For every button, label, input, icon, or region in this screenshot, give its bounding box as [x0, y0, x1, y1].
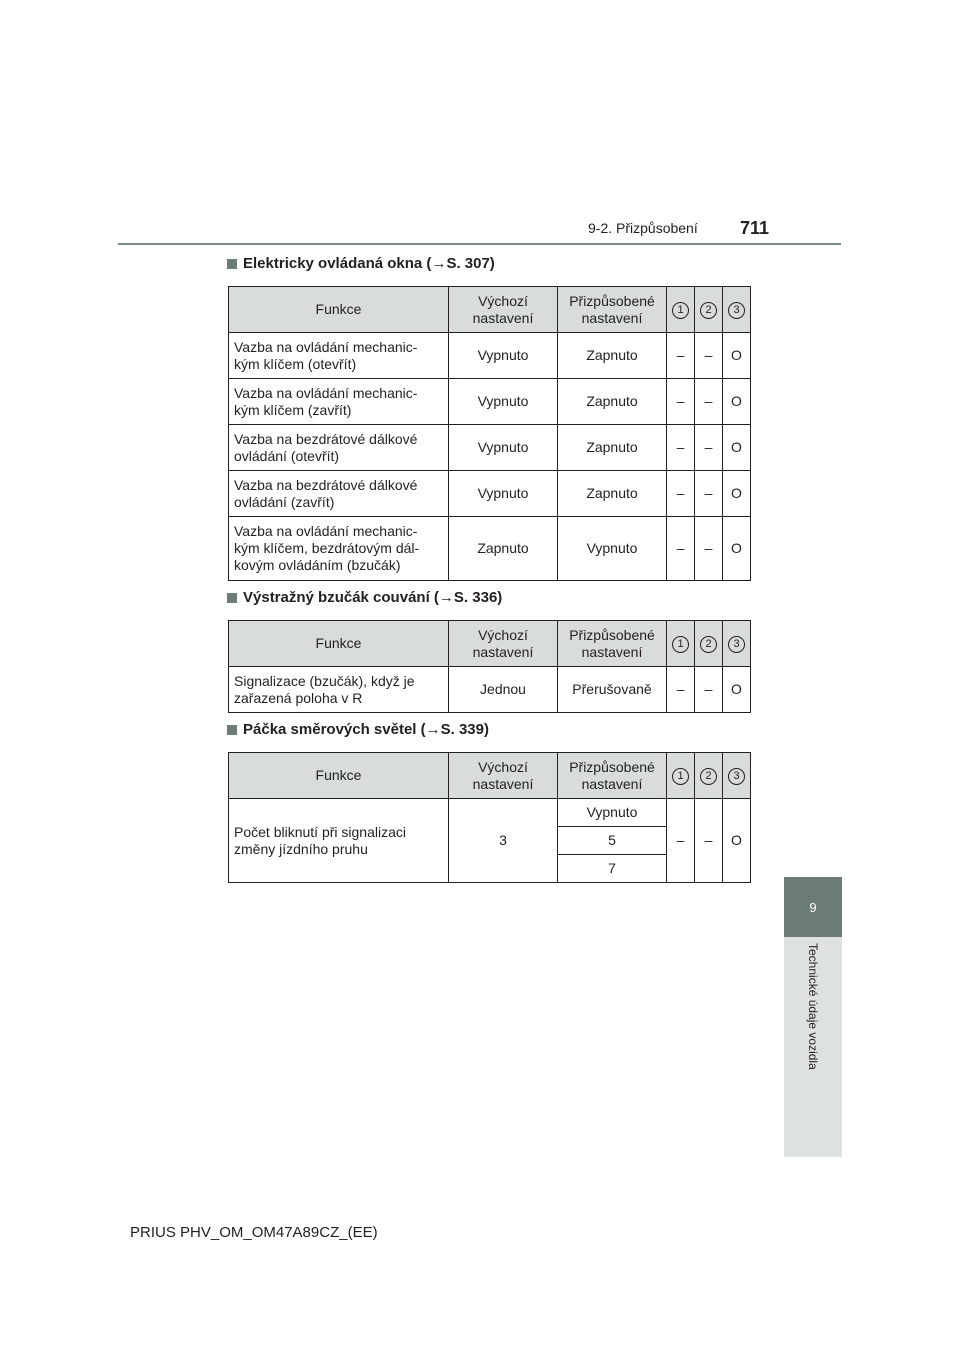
cell-prizpusobene: Přerušovaně [558, 667, 667, 713]
header-section-title: 9-2. Přizpůsobení [588, 220, 698, 236]
cell-funkce: Vazba na ovládání mechanic-kým klíčem (zavřít) [229, 379, 449, 425]
column-header-vychozi: Výchozí nastavení [449, 753, 558, 799]
cell-vychozi: Vypnuto [449, 425, 558, 471]
section-heading-reverse-buzzer: Výstražný bzučák couvání ( → S. 336) [227, 589, 502, 606]
cell-prizpusobene-option: Vypnuto [558, 799, 667, 827]
section-title: Elektricky ovládaná okna [243, 255, 423, 272]
table-row [229, 333, 751, 379]
circled-number-1: 1 [672, 768, 689, 785]
cell-vychozi: Vypnuto [449, 333, 558, 379]
arrow-right-icon: → [425, 721, 441, 738]
cell-funkce: Počet bliknutí při signalizaci změny jízdního pruhu [229, 799, 449, 883]
table-row [229, 425, 751, 471]
cell-vychozi: 3 [449, 799, 558, 883]
circled-number-1: 1 [672, 636, 689, 653]
settings-table-reverse-buzzer [228, 620, 751, 713]
cell-c3: O [723, 471, 751, 517]
column-header-vychozi: Výchozí nastavení [449, 287, 558, 333]
arrow-right-icon: → [431, 255, 447, 272]
cell-prizpusobene: Vypnuto [558, 517, 667, 581]
cell-prizpusobene: Zapnuto [558, 333, 667, 379]
cell-vychozi: Jednou [449, 667, 558, 713]
cell-c2: – [695, 517, 723, 581]
cell-c3: O [723, 379, 751, 425]
circled-number-3: 3 [728, 636, 745, 653]
chapter-tab-number [784, 877, 842, 937]
cell-prizpusobene: Zapnuto [558, 425, 667, 471]
circled-number-2: 2 [700, 636, 717, 653]
cell-prizpusobene: Zapnuto [558, 379, 667, 425]
chapter-number: 9 [809, 899, 817, 915]
bullet-square-icon [227, 725, 237, 735]
cell-c1: – [667, 799, 695, 883]
table-row [229, 517, 751, 581]
circled-number-3: 3 [728, 302, 745, 319]
column-header-vychozi: Výchozí nastavení [449, 621, 558, 667]
cell-vychozi: Vypnuto [449, 471, 558, 517]
section-heading-turn-signal-lever: Páčka směrových světel ( → S. 339) [227, 721, 489, 738]
cell-c2: – [695, 471, 723, 517]
settings-table-power-windows [228, 286, 751, 581]
circled-number-3: 3 [728, 768, 745, 785]
cell-c1: – [667, 379, 695, 425]
circled-number-2: 2 [700, 768, 717, 785]
section-heading-power-windows: Elektricky ovládaná okna ( → S. 307) [227, 255, 495, 272]
column-header-funkce: Funkce [229, 287, 449, 333]
cell-c1: – [667, 471, 695, 517]
cell-funkce: Vazba na bezdrátové dálkové ovládání (zavřít) [229, 471, 449, 517]
cell-prizpusobene-option: 5 [558, 827, 667, 855]
bullet-square-icon [227, 259, 237, 269]
cell-c2: – [695, 333, 723, 379]
cell-prizpusobene-option: 7 [558, 855, 667, 883]
section-title: Výstražný bzučák couvání [243, 589, 430, 606]
circled-number-1: 1 [672, 302, 689, 319]
table-row [229, 799, 751, 827]
cell-c3: O [723, 425, 751, 471]
cell-funkce: Signalizace (bzučák), když je zařazená poloha v R [229, 667, 449, 713]
footer-model-code: PRIUS PHV_OM_OM47A89CZ_(EE) [130, 1224, 378, 1241]
cell-c3: O [723, 667, 751, 713]
cell-c1: – [667, 333, 695, 379]
bullet-square-icon [227, 593, 237, 603]
column-header-prizpusobene: Přizpůsobené nastavení [558, 287, 667, 333]
cell-c2: – [695, 667, 723, 713]
section-page-ref: S. 307) [446, 255, 495, 272]
cell-c2: – [695, 425, 723, 471]
cell-prizpusobene: Zapnuto [558, 471, 667, 517]
cell-c3: O [723, 517, 751, 581]
cell-c2: – [695, 799, 723, 883]
column-header-funkce: Funkce [229, 753, 449, 799]
cell-funkce: Vazba na bezdrátové dálkové ovládání (otevřít) [229, 425, 449, 471]
cell-c1: – [667, 517, 695, 581]
cell-vychozi: Zapnuto [449, 517, 558, 581]
circled-number-2: 2 [700, 302, 717, 319]
header-divider [118, 243, 841, 245]
chapter-tab [784, 937, 842, 1157]
table-row [229, 667, 751, 713]
cell-c2: – [695, 379, 723, 425]
section-page-ref: S. 339) [440, 721, 489, 738]
section-title: Páčka směrových světel [243, 721, 417, 738]
settings-table-turn-signal-lever [228, 752, 751, 883]
cell-funkce: Vazba na ovládání mechanic-kým klíčem, bezdrátovým dál-kovým ovládáním (bzučák) [229, 517, 449, 581]
table-row [229, 379, 751, 425]
cell-funkce: Vazba na ovládání mechanic-kým klíčem (otevřít) [229, 333, 449, 379]
chapter-title: Technické údaje vozidla [806, 943, 820, 1070]
table-row [229, 471, 751, 517]
column-header-prizpusobene: Přizpůsobené nastavení [558, 753, 667, 799]
cell-c1: – [667, 425, 695, 471]
section-page-ref: S. 336) [453, 589, 503, 606]
cell-c3: O [723, 333, 751, 379]
page-number: 711 [740, 218, 770, 238]
cell-c1: – [667, 667, 695, 713]
column-header-prizpusobene: Přizpůsobené nastavení [558, 621, 667, 667]
column-header-funkce: Funkce [229, 621, 449, 667]
cell-c3: O [723, 799, 751, 883]
arrow-right-icon: → [438, 589, 454, 606]
cell-vychozi: Vypnuto [449, 379, 558, 425]
